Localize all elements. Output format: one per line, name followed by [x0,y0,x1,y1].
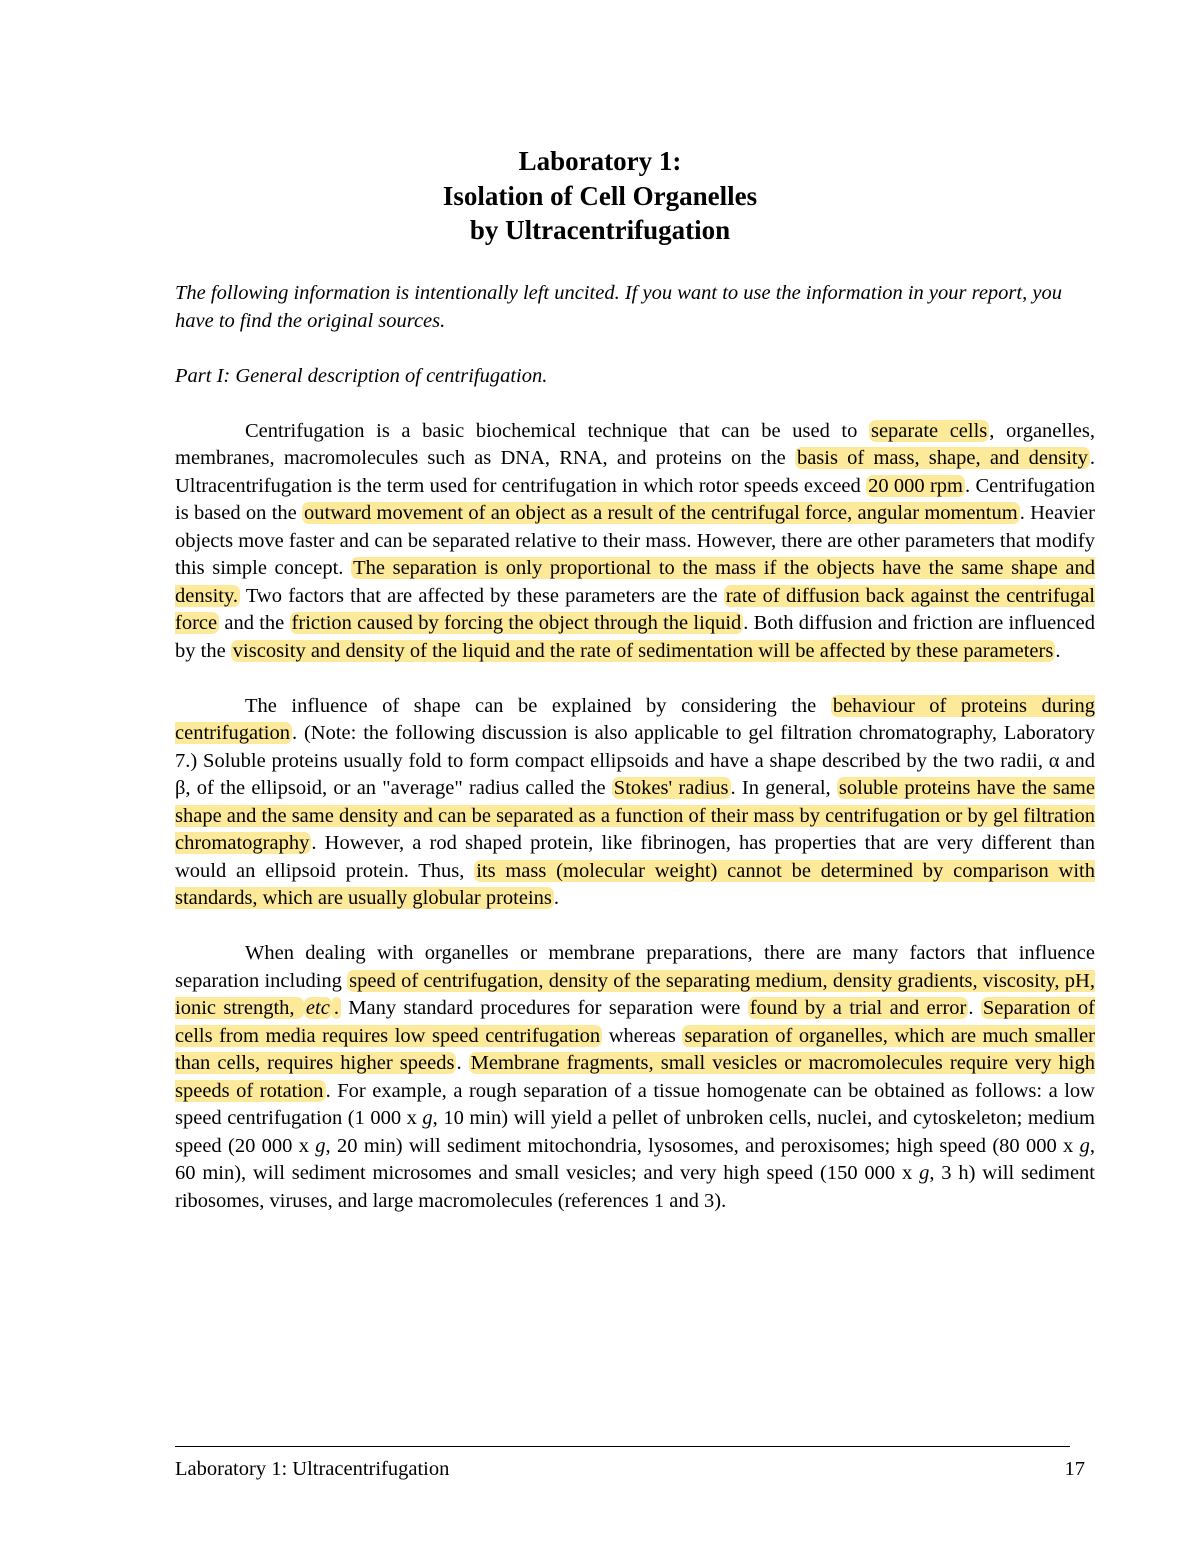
paragraph-text: . Both diffusion and friction are influenced by the [175,612,1095,662]
paragraph-text: . However, a rod shaped protein, like fibrinogen, has properties that are very different than would an ellipsoid protein. Thus, [175,832,1095,882]
highlighted-text: The separation is only proportional to the mass if the objects have the same shape and density. [175,557,1095,607]
highlighted-text: Stokes' radius [613,777,729,799]
intro-note: The following information is intentionally left uncited. If you want to use the information in your report, you have to find the original sources. [175,282,1062,332]
paragraph-text: g [1079,1134,1090,1157]
paragraph-text: . Heavier objects move faster and can be separated relative to their mass. However, there are other parameters that modify this simple concept. [175,502,1095,579]
paragraph-text: . Centrifugation is based on the [175,474,1095,524]
title-line-3: by Ultracentrifugation [469,215,731,245]
title-line-1: Laboratory 1: [518,146,682,176]
highlighted-text: friction caused by forcing the object through the liquid [291,612,742,634]
paragraph-text: , organelles, membranes, macromolecules such as DNA, RNA, and proteins on the [175,419,1096,469]
part-heading: Part I: General description of centrifugation. [175,364,548,387]
highlighted-text: separation of organelles, which are much smaller than cells, requires higher speeds [175,1024,1096,1074]
paragraph-text: , 60 min), will sediment microsomes and small vesicles; and very high speed (150 000 x [175,1134,1095,1184]
highlighted-text: etc [305,997,330,1019]
paragraph-text: When dealing with organelles or membrane preparations, there are many factors that influence separation including [175,942,1095,992]
paragraph-text: . [456,1052,469,1074]
paragraph-text: . For example, a rough separation of a tissue homogenate can be obtained as follows: a low speed centrifugation (1 000 x [175,1079,1095,1129]
paragraph-text: g [919,1162,930,1184]
paragraph-organelle-separation [175,940,1095,1215]
title-line-2: Isolation of Cell Organelles [442,180,758,211]
paragraph-text: whereas [602,1024,683,1047]
footer-divider [175,1446,1070,1447]
highlighted-text: outward movement of an object as a result of the centrifugal force, angular momentum [304,502,1018,524]
highlighted-text: found by a trial and error [749,997,967,1019]
document-title [0,144,1200,248]
paragraph-text: . [968,997,981,1019]
highlighted-text: 20 000 rpm [868,474,963,497]
highlighted-text: separate cells [870,419,988,442]
paragraph-text: . [1055,639,1061,662]
paragraph-text: Many standard procedures for separation were [340,997,748,1019]
page-number: 17 [1064,1458,1085,1480]
highlighted-text: rate of diffusion back against the centrifugal force [175,584,1096,634]
paragraph-text: Centrifugation is a basic biochemical technique that can be used to [245,419,869,442]
paragraph-text: and the [219,612,290,634]
paragraph-text: . Ultracentrifugation is the term used for centrifugation in which rotor speeds exceed [175,447,1095,497]
paragraph-text: The influence of shape can be explained by considering the [245,694,831,717]
highlighted-text: its mass (molecular weight) cannot be determined by comparison with standards, which are usually globular proteins [175,859,1095,909]
highlighted-text: Separation of cells from media requires low speed centrifugation [175,997,1095,1047]
highlighted-text: behaviour of proteins during centrifugation [175,694,1095,744]
paragraph-text: , 20 min) will sediment mitochondria, lysosomes, and peroxisomes; high speed (80 000 x [325,1134,1080,1157]
paragraph-shape-influence [175,693,1095,913]
highlighted-text: speed of centrifugation, density of the separating medium, density gradients, viscosity, pH, ionic strength, [175,969,1095,1019]
highlighted-text: soluble proteins have the same shape and the same density and can be separated as a function of their mass by centrifugation or by gel filtration chromatography [175,777,1095,854]
highlighted-text: viscosity and density of the liquid and the rate of sedimentation will be affected by these parameters [232,639,1054,662]
highlighted-text: Membrane fragments, small vesicles or macromolecules require very high speeds of rotation [175,1052,1095,1102]
document-body [175,280,1095,1215]
paragraph-text: . [553,887,560,909]
paragraph-text: , 10 min) will yield a pellet of unbroken cells, nuclei, and cytoskeleton; medium speed (20 000 x [175,1107,1096,1157]
footer-title: Laboratory 1: Ultracentrifugation [175,1458,450,1480]
paragraph-centrifugation [175,418,1095,666]
paragraph-text: Two factors that are affected by these parameters are the [240,584,724,607]
paragraph-text: . (Note: the following discussion is also applicable to gel filtration chromatography, Laboratory 7.) Soluble proteins usually fold to form compact ellipsoids and have a shape described by the two radii, α and β, of the ellipsoid, or an "average" radius called the [175,722,1095,799]
highlighted-text: basis of mass, shape, and density [796,447,1088,469]
paragraph-text: . In general, [730,777,837,799]
paragraph-text: g [315,1134,326,1157]
highlighted-text: . [333,997,339,1019]
paragraph-text: g [422,1107,433,1129]
paragraph-text: , 3 h) will sediment ribosomes, viruses, and large macromolecules (references 1 and 3). [175,1162,1095,1212]
